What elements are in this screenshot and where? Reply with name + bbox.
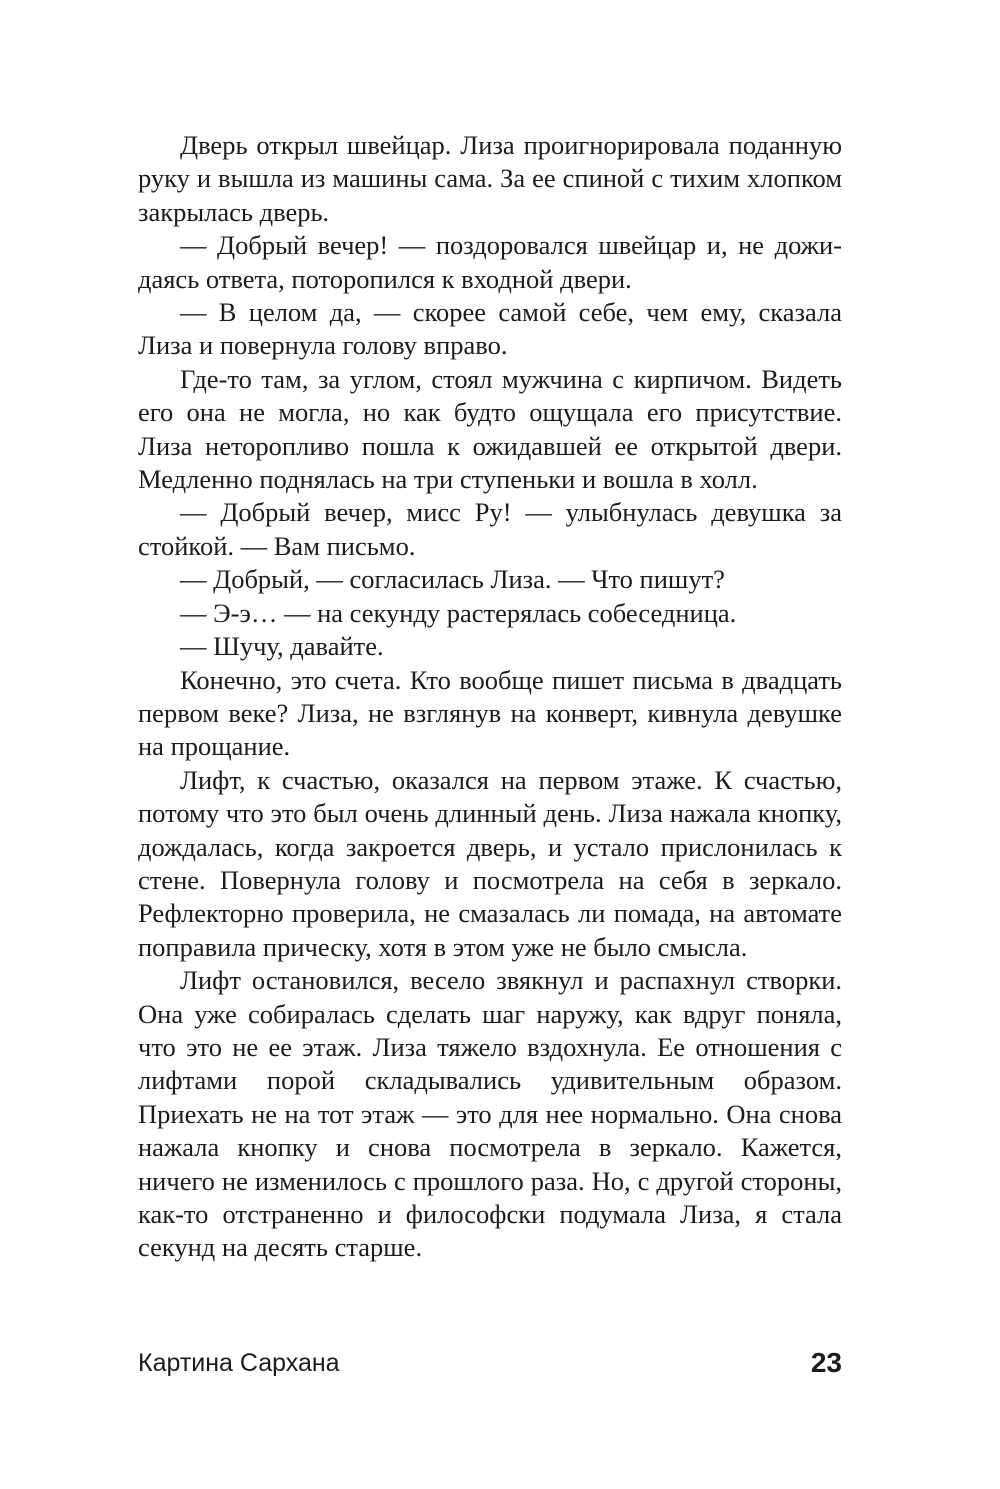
paragraph-7: — Э-э… — на секунду растерялась собеседница.: [180, 597, 737, 628]
running-footer-title: Картина Сархана: [138, 1349, 340, 1377]
paragraph-2: — Добрый вечер! — поздоровался швейцар и, не дожидаясь ответа, поторопился к входной двери.: [138, 230, 842, 294]
paragraph-9: Конечно, это счета. Кто вообще пишет письма в двадцать первом веке? Лиза, не взглянув на конверт, кивнула девушке на прощание.: [138, 664, 842, 762]
paragraph-8: — Шучу, давайте.: [180, 631, 384, 662]
paragraph-5: — Добрый вечер, мисс Ру! — улыбнулась девушка за стойкой. — Вам письмо.: [138, 497, 842, 561]
paragraph-1: Дверь открыл швейцар. Лиза проигнорировала поданную руку и вышла из машины сама. За ее спиной с тихим хлопком закрылась дверь.: [138, 130, 842, 227]
paragraph-11: Лифт остановился, весело звякнул и распахнул створки. Она уже собиралась сделать шаг наружу, как вдруг поняла, что это не ее этаж. Лиза тяжело вздохнула. Ее отношения с лифтами порой складывались удивительным образом. Приехать не на тот этаж — это для нее нормально. Она снова нажала кнопку и снова посмотрела в зеркало. Кажется, ничего не изменилось с прошлого раза. Но, с другой стороны, как-то отстраненно и философски подумала Лиза, я стала секунд на десять старше.: [138, 965, 842, 1263]
paragraph-4: Где-то там, за углом, стоял мужчина с кирпичом. Видеть его она не могла, но как будто ощущала его присутствие. Лиза неторопливо пошла к ожидавшей ее открытой двери. Медленно поднялась на три ступеньки и вошла в холл.: [138, 363, 842, 495]
page-footer: [138, 1346, 842, 1380]
paragraph-6: — Добрый, — согласилась Лиза. — Что пишут?: [180, 564, 725, 595]
page-number: 23: [810, 1347, 842, 1378]
paragraph-10: Лифт, к счастью, оказался на первом этаже. К счастью, потому что это был очень длинный день. Лиза нажала кнопку, дождалась, когда закроется дверь, и устало прислонилась к стене. Повернула голову и посмотрела на себя в зеркало. Рефлекторно проверила, не смазалась ли помада, на автомате поправила прическу, хотя в этом уже не было смысла.: [138, 764, 842, 962]
page-body-text: [138, 129, 842, 1265]
paragraph-3: — В целом да, — скорее самой себе, чем ему, сказала Лиза и повернула голову вправо.: [138, 297, 842, 361]
